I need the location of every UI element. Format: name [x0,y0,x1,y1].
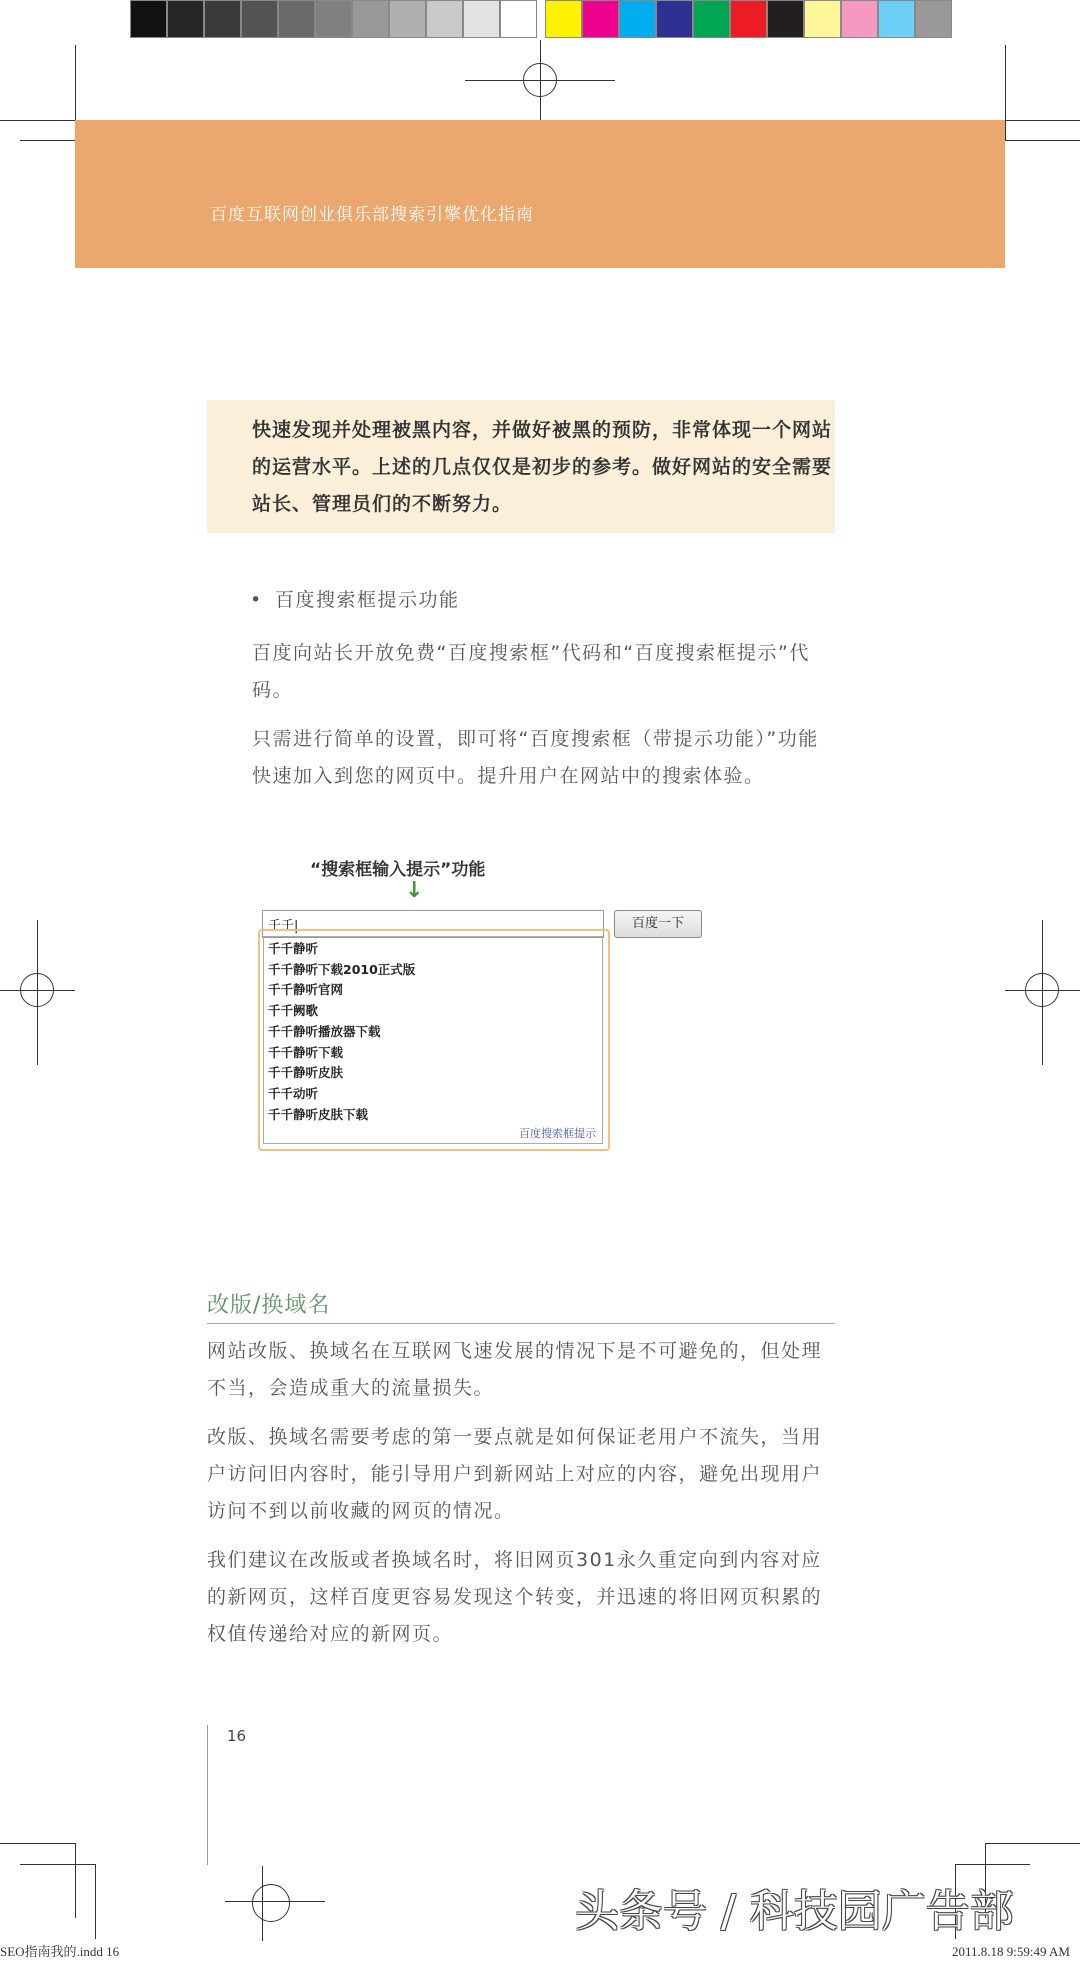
color-swatch [878,0,915,38]
gray-swatch [241,0,278,38]
gray-swatch [204,0,241,38]
suggestion-item[interactable]: 千千动听 [268,1085,319,1101]
color-swatch [730,0,767,38]
color-swatch [767,0,804,38]
color-swatch [619,0,656,38]
paragraph: 百度向站长开放免费“百度搜索框”代码和“百度搜索框提示”代码。 [252,642,810,701]
gray-swatch [130,0,167,38]
suggestion-item[interactable]: 千千静听下载2010正式版 [268,961,416,977]
search-button[interactable]: 百度一下 [614,910,702,938]
paragraph: 只需进行简单的设置，即可将“百度搜索框（带提示功能）”功能快速加入到您的网页中。提升用户在网站中的搜索体验。 [252,728,819,787]
suggestion-item[interactable]: 千千静听下载 [268,1044,344,1060]
paragraph: 网站改版、换域名在互联网飞速发展的情况下是不可避免的，但处理不当，会造成重大的流量损失。 [207,1340,823,1399]
gray-swatch [278,0,315,38]
paragraph: 改版、换域名需要考虑的第一要点就是如何保证老用户不流失，当用户访问旧内容时，能引导用户到新网站上对应的内容，避免出现用户访问不到以前收藏的网页的情况。 [207,1426,823,1522]
suggestion-item[interactable]: 千千静听皮肤下载 [268,1106,369,1122]
gray-swatch [167,0,204,38]
suggestion-item[interactable]: 千千阙歌 [268,1003,319,1019]
suggestion-item[interactable]: 千千静听官网 [268,982,344,998]
color-swatch [656,0,693,38]
paragraph: 我们建议在改版或者换域名时，将旧网页301永久重定向到内容对应的新网页，这样百度更容易发现这个转变，并迅速的将旧网页积累的权值传递给对应的新网页。 [207,1549,823,1645]
header-band [75,120,1005,268]
highlight-note: 快速发现并处理被黑内容，并做好被黑的预防，非常体现一个网站的运营水平。上述的几点仅仅是初步的参考。做好网站的安全需要站长、管理员们的不断努力。 [207,400,835,533]
suggestion-item[interactable]: 千千静听播放器下载 [268,1023,381,1039]
color-swatch [545,0,582,38]
watermark: 头条号 / 科技园广告部 [575,1886,1014,1937]
page-rule [207,1725,208,1865]
timestamp: 2011.8.18 9:59:49 AM [952,1944,1070,1959]
suggestion-item[interactable]: 千千静听皮肤 [268,1065,344,1081]
suggestion-item[interactable]: 千千静听 [268,941,319,956]
color-swatch [841,0,878,38]
suggestion-brand-link[interactable]: 百度搜索框提示 [519,1127,596,1140]
section-heading: 改版/换域名 [207,1293,331,1318]
file-slug: SEO指南我的.indd 16 [0,1944,120,1959]
bullet-heading: 百度搜索框提示功能 [275,589,460,611]
color-swatch [804,0,841,38]
color-swatch [582,0,619,38]
gray-swatch [463,0,500,38]
gray-swatch [315,0,352,38]
arrow-down-icon: ↓ [405,878,424,903]
gray-swatch [352,0,389,38]
suggestion-list [263,936,603,1144]
header-title: 百度互联网创业俱乐部搜索引擎优化指南 [210,205,534,225]
color-swatch [693,0,730,38]
figure-title: “搜索框输入提示”功能 [310,860,486,880]
gray-swatch [389,0,426,38]
color-swatch [915,0,952,38]
bullet-marker: • [250,589,263,611]
divider [207,1323,835,1324]
page-number: 16 [227,1727,247,1745]
search-input[interactable]: 千千| [262,910,604,938]
gray-swatch [426,0,463,38]
gray-swatch [500,0,537,38]
